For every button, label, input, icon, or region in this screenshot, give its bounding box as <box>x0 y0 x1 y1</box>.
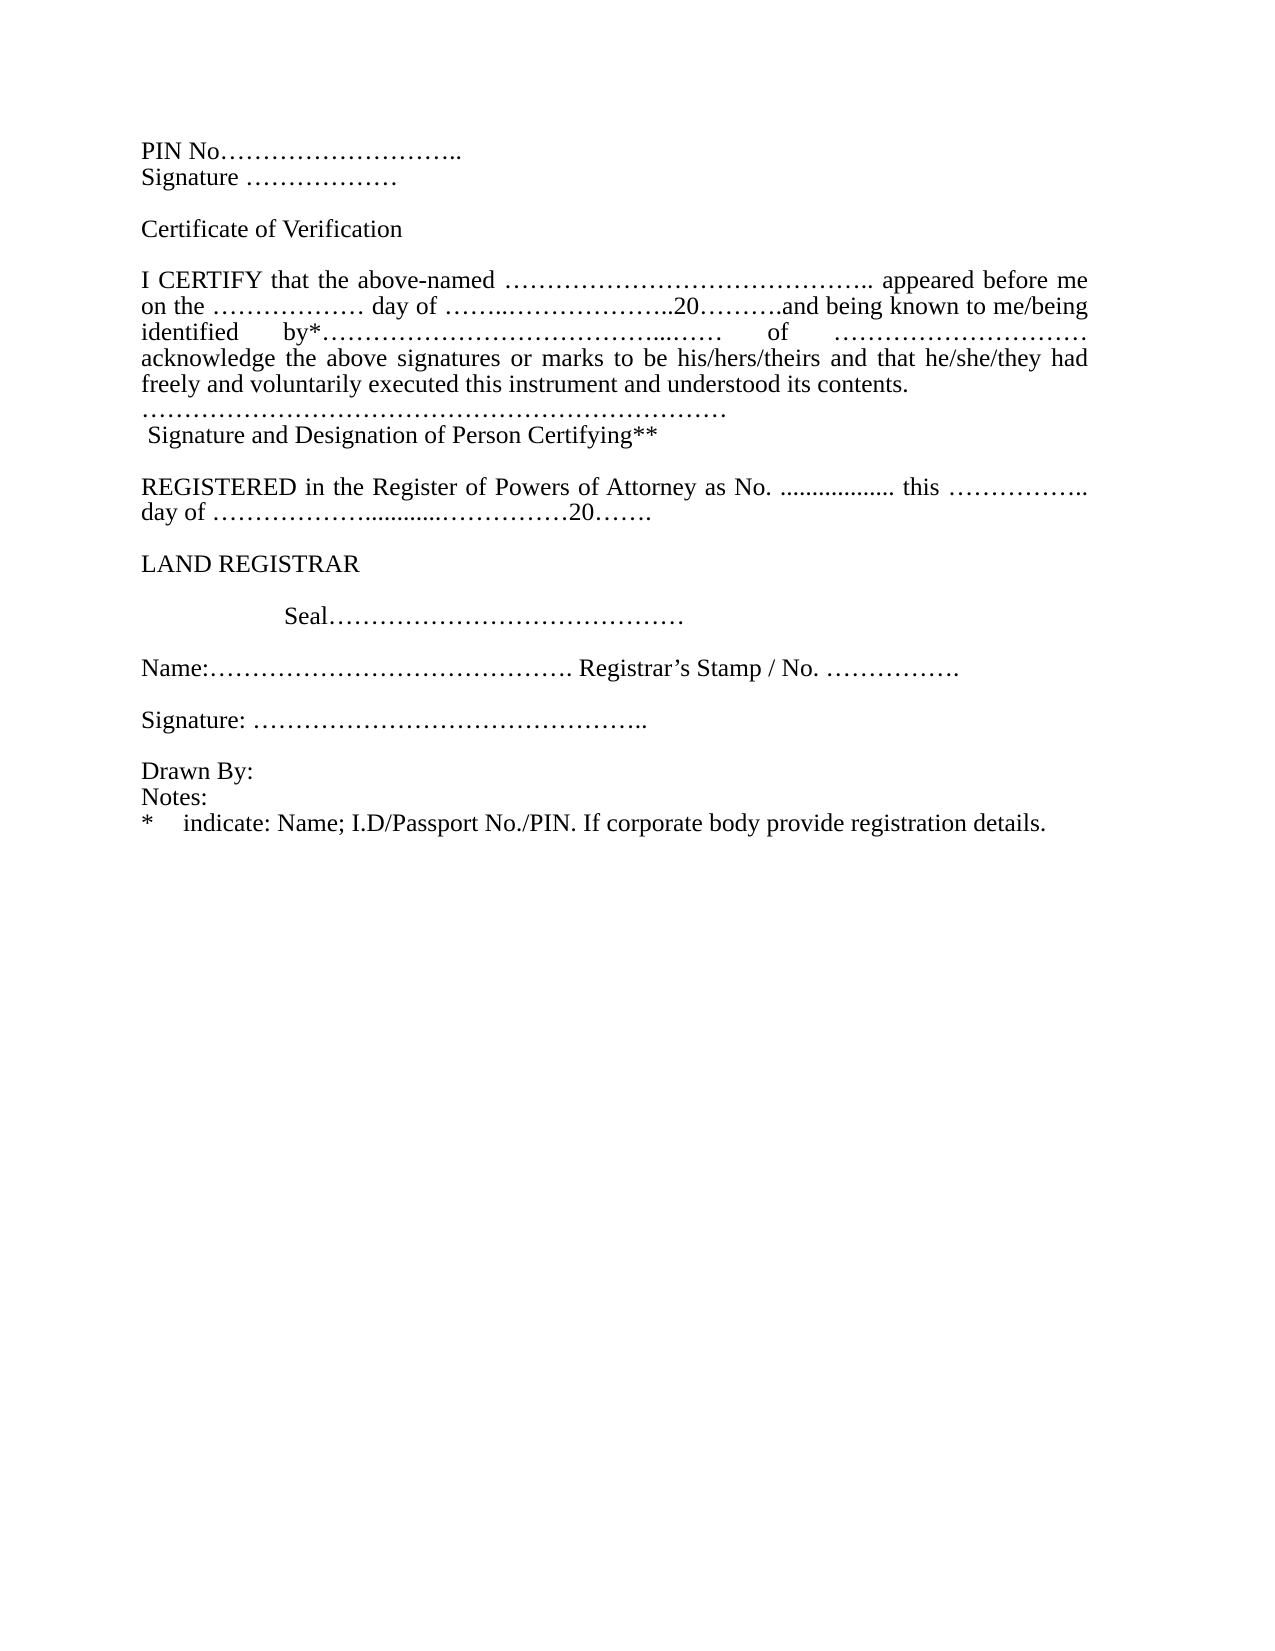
header-signature-line: Signature ……………… <box>141 161 399 191</box>
certificate-title: Certificate of Verification <box>141 213 403 243</box>
drawn-by-label: Drawn By: <box>141 756 254 786</box>
spacer <box>141 629 1088 655</box>
spacer <box>141 732 1088 758</box>
note-marker: * <box>141 807 154 837</box>
spacer <box>141 681 1088 707</box>
notes-label: Notes: <box>141 782 208 812</box>
certifier-signature-caption: Signature and Designation of Person Certifying** <box>141 419 658 449</box>
land-registrar-label: LAND REGISTRAR <box>141 549 360 579</box>
seal-line: Seal…………………………………… <box>284 600 685 630</box>
registrar-name-line: Name:……………………………………. Registrar’s Stamp / No. ……………. <box>141 652 960 682</box>
pin-no-line: PIN No……………………….. <box>141 136 462 165</box>
spacer <box>141 577 1088 603</box>
document-body <box>141 138 1088 836</box>
registered-paragraph: REGISTERED in the Register of Powers of Attorney as No. .................. this …………….. day of ………………............……………20……. <box>141 471 1088 527</box>
certifier-signature-rule: …………………………………………………………… <box>141 394 728 424</box>
spacer <box>141 241 1088 267</box>
note-item <box>141 807 1088 837</box>
spacer <box>141 525 1088 551</box>
spacer <box>141 190 1088 216</box>
spacer <box>141 448 1088 474</box>
note-text: indicate: Name; I.D/Passport No./PIN. If corporate body provide registration details. <box>183 807 1047 837</box>
certify-paragraph: I CERTIFY that the above-named …………………………………….. appeared before me on the ……………… day of ……..………………..20……….and being known to me/being identified by*…………………………………...…… of ………………………… acknowledge the above signatures or marks to be his/hers/theirs and that he/she/they had freely and voluntarily executed this instrument and understood its contents. <box>141 265 1088 398</box>
registrar-signature-line: Signature: ……………………………………….. <box>141 704 648 734</box>
